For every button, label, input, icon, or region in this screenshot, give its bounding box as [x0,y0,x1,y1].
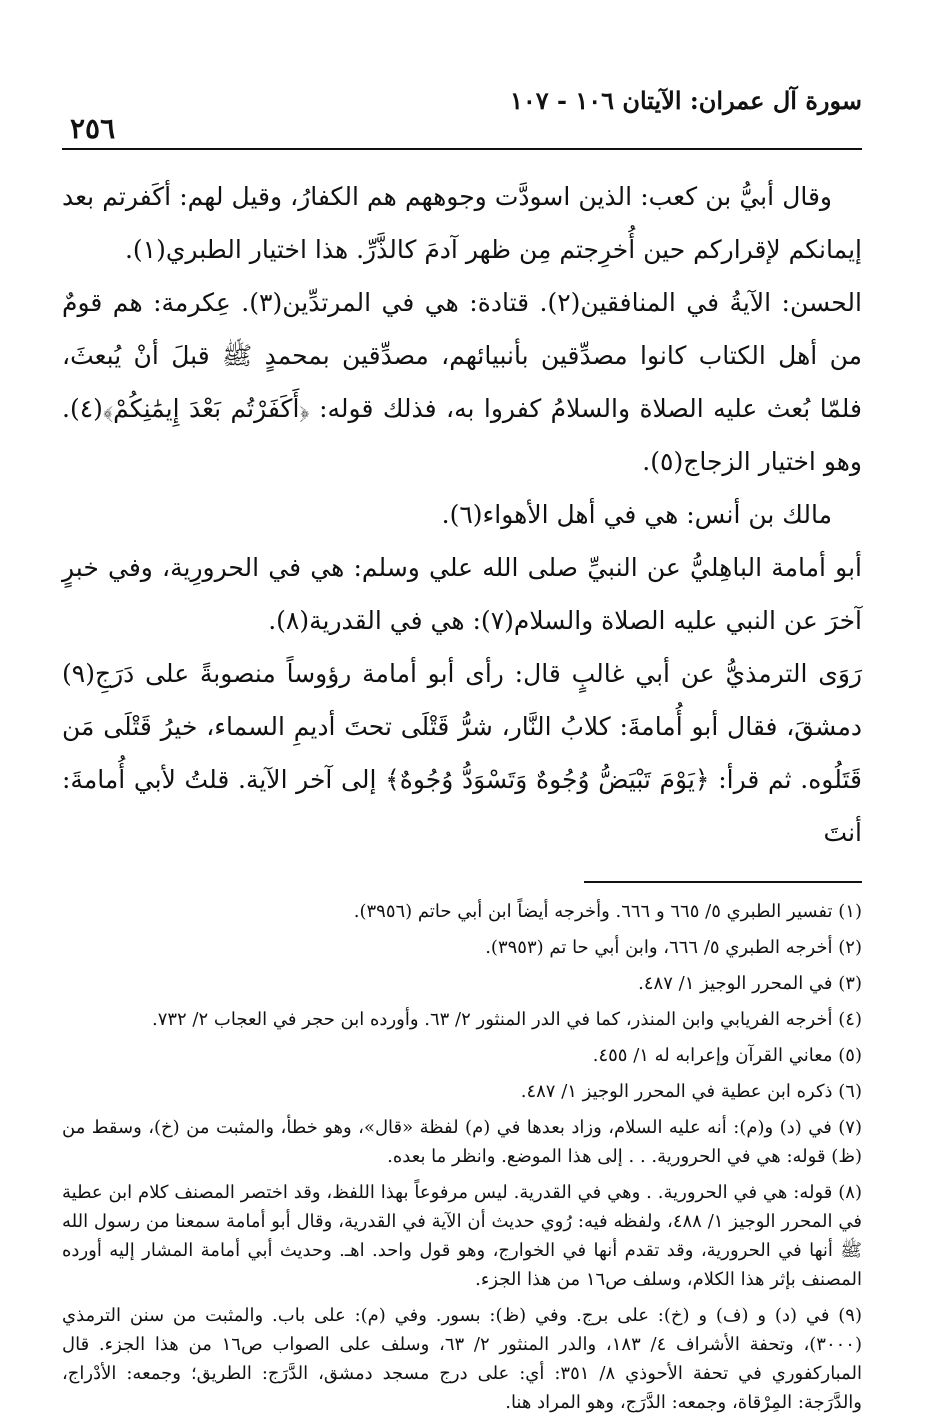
surah-title: سورة آل عمران: الآيتان ١٠٦ - ١٠٧ [509,86,862,115]
footnote: (٥) معاني القرآن وإعرابه له ١/ ٤٥٥. [592,1045,862,1066]
footnote: (١) تفسير الطبري ٥/ ٦٦٥ و ٦٦٦. وأخرجه أيضاً ابن أبي حاتم (٣٩٥٦). [353,901,862,922]
footnote: (٤) أخرجه الفريابي وابن المنذر، كما في الدر المنثور ٢/ ٦٣. وأورده ابن حجر في العجاب ٢/ ٧٣٢. [151,1009,862,1030]
footnote: (٦) ذكره ابن عطية في المحرر الوجيز ١/ ٤٨٧. [520,1081,862,1102]
paragraph: وقال أبيُّ بن كعب: الذين اسودَّت وجوههم هم الكفارُ، وقيل لهم: أكَفرتم بعد إيمانكم لإقراركم حين أُخرِجتم مِن ظهر آدمَ كالذَّرِّ. هذا اختيار الطبري(١). [62,182,862,264]
page-header [62,82,862,150]
paragraph: أبو أمامة الباهِليُّ عن النبيِّ صلى الله علي وسلم: هي في الحرورِية، وفي خبرٍ آخرَ عن النبي عليه الصلاة والسلام(٧): هي في القدرية(٨). [62,553,862,635]
footnote: (٧) في (د) و(م): أنه عليه السلام، وزاد بعدها في (م) لفظة «قال»، وهو خطأ، والمثبت من (خ)، وسقط من (ظ) قوله: هي في الحرورية. . . إلى هذا الموضع. وانظر ما بعده. [62,1117,862,1167]
footnote: (٨) قوله: هي في الحرورية. . وهي في القدرية. ليس مرفوعاً بهذا اللفظ، وقد اختصر المصنف كلام ابن عطية في المحرر الوجيز ١/ ٤٨٨، ولفظه فيه: رُوي حديث أن الآية في القدرية، وقال أبو أمامة سمعنا من رسول الله ﷺ أنها في الحرورية، وقد تقدم أنها في الخوارج، وهو قول واحد. اهـ. وحديث أبي أمامة المشار إليه أورده المصنف بإثر هذا الكلام، وسلف ص١٦ من هذا الجزء. [62,1182,862,1290]
footnote: (٢) أخرجه الطبري ٥/ ٦٦٦، وابن أبي حا تم (٣٩٥٣). [485,937,862,958]
main-text [62,170,862,859]
paragraph: رَوَى الترمذيُّ عن أبي غالبٍ قال: رأى أبو أمامة رؤوساً منصوبةً على دَرَجِ(٩) دمشقَ، فقال أبو أُمامةَ: كلابُ النَّار، شرُّ قَتْلَى تحتَ أديمِ السماء، خيرُ قَتْلَى مَن قَتَلُوه. ثم قرأ: ﴿يَوْمَ تَبْيَضُّ وُجُوهٌ وَتَسْوَدُّ وُجُوهٌ﴾ إلى آخر الآية. قلتُ لأبي أُمامةَ: أنتَ [62,659,862,847]
footnotes [62,897,862,1417]
footnote: (٣) في المحرر الوجيز ١/ ٤٨٧. [638,973,862,994]
page-number: ٢٥٦ [70,112,116,145]
footnote-separator [584,881,862,883]
paragraph: الحسن: الآيةُ في المنافقين(٢). قتادة: هي في المرتدِّين(٣). عِكرمة: هم قومٌ من أهل الكتاب كانوا مصدِّقين بأنبيائهم، مصدِّقين بمحمدٍ ﷺ قبلَ أنْ يُبعثَ، فلمّا بُعث عليه الصلاة والسلامُ كفروا به، فذلك قوله: ﴿أَكَفَرْتُم بَعْدَ إِيمَٰنِكُمْ﴾(٤). وهو اختيار الزجاج(٥). [62,288,862,476]
paragraph: مالك بن أنس: هي في أهل الأهواء(٦). [441,500,832,529]
footnote: (٩) في (د) و (ف) و (خ): على برج. وفي (ظ): بسور. وفي (م): على باب. والمثبت من سنن الترمذي (٣٠٠٠)، وتحفة الأشراف ٤/ ١٨٣، والدر المنثور ٢/ ٦٣، وسلف على الصواب ص١٦ من هذا الجزء. قال المباركفوري في تحفة الأحوذي ٨/ ٣٥١: أي: على درج مسجد دمشق، الدَّرَج: الطريق؛ وجمعه: الأدْراج، والدَّرَجة: المِرْقاة، وجمعه: الدَّرَج، وهو المراد هنا. [62,1305,863,1413]
page [62,82,862,1424]
